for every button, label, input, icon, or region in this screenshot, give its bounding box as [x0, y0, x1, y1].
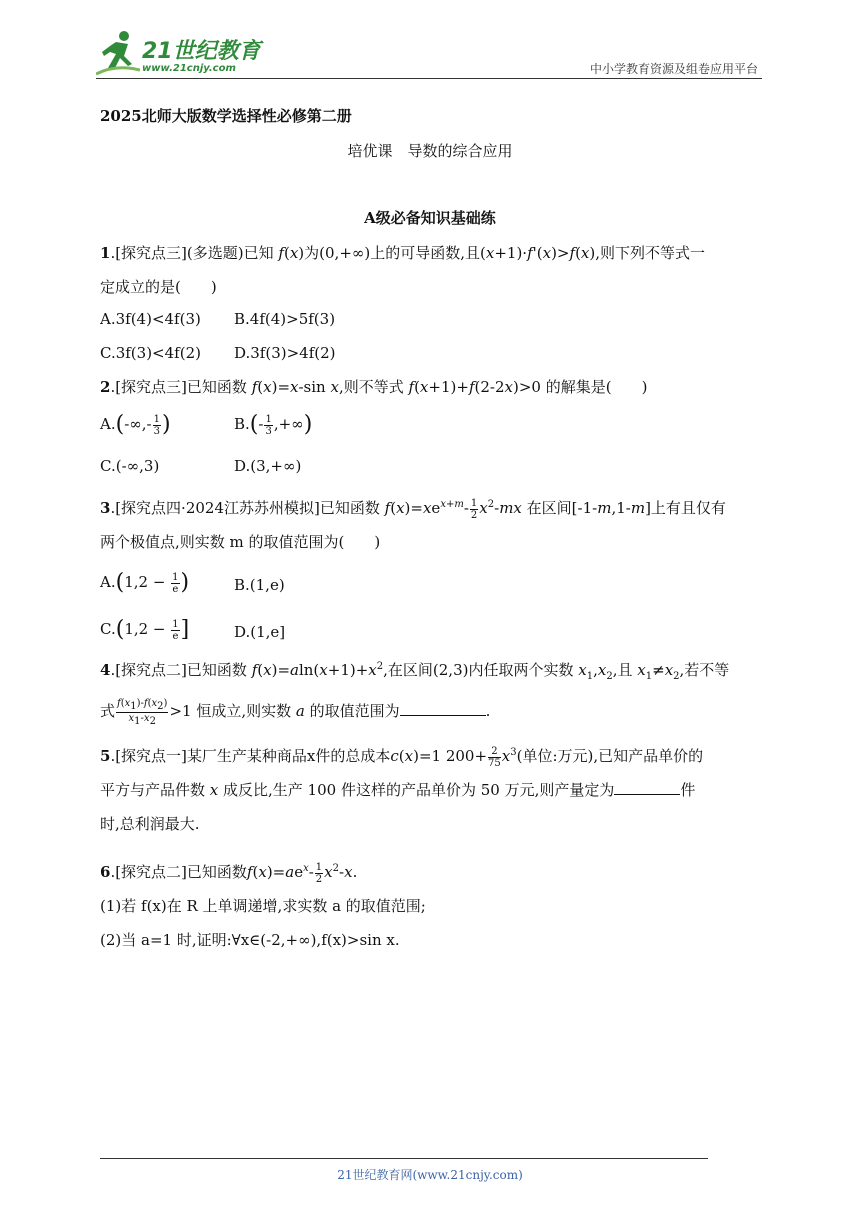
- document-title: 2025北师大版数学选择性必修第二册: [100, 107, 352, 125]
- section-title: A级必备知识基础练: [364, 209, 496, 227]
- question-tag: .[探究点一]某厂生产某种商品x件的总成本: [110, 747, 391, 765]
- option-d[interactable]: D.(3,+∞): [234, 457, 302, 475]
- header-divider: [96, 78, 762, 79]
- option-d[interactable]: D.3f(3)>4f(2): [234, 344, 336, 362]
- question-number: 1: [100, 244, 111, 262]
- option-c[interactable]: C.(1,2 − $\frac{1}{e}$ ]: [100, 617, 190, 642]
- lesson-title: 培优课 导数的综合应用: [347, 142, 513, 160]
- question-number: 6: [100, 863, 111, 881]
- option-c[interactable]: C.3f(3)<4f(2): [100, 344, 201, 362]
- option-d[interactable]: D.(1,e]: [234, 623, 286, 641]
- option-b[interactable]: B.4f(4)>5f(3): [234, 310, 336, 328]
- question-4: 4.[探究点二]已知函数 $f(x)=aln(x+1)+x^2$,在区间(2,3)内任取两个实数 $x_1,x_2$,且 $x_1\ne x_2$,若不等 式 $\frac{f(x_1)-f(x_2)}{x_1-x_2}$ >1 恒成立,则实数 a 的取值范围为 .: [100, 661, 730, 727]
- question-tag: .[探究点二]已知函数: [110, 661, 247, 679]
- platform-label: 中小学教育资源及组卷应用平台: [589, 62, 758, 76]
- option-a[interactable]: A.3f(4)<4f(3): [100, 310, 201, 328]
- question-text-line2: 定成立的是( ): [100, 278, 217, 296]
- answer-blank[interactable]: [400, 699, 486, 716]
- question-tag: .[探究点三]已知函数: [110, 378, 247, 396]
- option-b[interactable]: B.(1,e): [234, 576, 285, 594]
- question-1: 1.[探究点三](多选题)已知 f(x)为(0,+∞)上的可导函数,且(x+1)·f'(x)>f(x),则下列不等式一 定成立的是( ): [100, 236, 764, 304]
- answer-blank[interactable]: [614, 778, 680, 795]
- question-tag: .[探究点四·2024江苏苏州模拟]已知函数: [110, 499, 380, 517]
- subquestion-2: (2)当 a=1 时,证明:∀x∈(-2,+∞),f(x)>sin x.: [100, 931, 400, 949]
- question-number: 2: [100, 378, 111, 396]
- logo-url: www.21cnjy.com: [142, 63, 236, 74]
- logo: [96, 30, 266, 80]
- question-number: 5: [100, 747, 111, 765]
- question-tag: .[探究点二]已知函数: [110, 863, 247, 881]
- option-b[interactable]: B.(- $\frac{1}{3}$ ,+∞): [234, 412, 313, 437]
- runner-logo-icon: [96, 30, 140, 76]
- logo-text: 21世纪教育: [142, 39, 261, 64]
- subquestion-1: (1)若 f(x)在 R 上单调递增,求实数 a 的取值范围;: [100, 897, 426, 915]
- question-number: 3: [100, 499, 111, 517]
- question-tag: .[探究点三](多选题)已知: [110, 244, 274, 262]
- option-a[interactable]: A.(1,2 − $\frac{1}{e}$ ): [100, 570, 190, 595]
- page-header: [96, 30, 762, 80]
- question-5: 5.[探究点一]某厂生产某种商品x件的总成本c(x)=1 200+ $\frac{2}{75}$ $x^3$(单位:万元),已知产品单价的 平方与产品件数 x 成反比,生产 100 件这样的产品单价为 50 万元,则产量定为 件 时,总利润最大.: [100, 745, 704, 833]
- footer-divider: [100, 1158, 708, 1159]
- question-number: 4: [100, 661, 111, 679]
- footer-text[interactable]: 21世纪教育网(www.21cnjy.com): [337, 1168, 523, 1182]
- question-6: 6.[探究点二]已知函数$f(x)=ae^x-$ $\frac{1}{2}$ $x^2-x$. (1)若 f(x)在 R 上单调递增,求实数 a 的取值范围; (2)当 a=1 时,证明:∀x∈(-2,+∞),f(x)>sin x.: [100, 852, 764, 957]
- question-3: 3.[探究点四·2024江苏苏州模拟]已知函数 $f(x)=xe^{x+m}-$ $\frac{1}{2}$ $x^2-mx$ 在区间[-1-m,1-m]上有且仅有 两个极值点,则实数 m 的取值范围为( ): [100, 488, 764, 559]
- option-c[interactable]: C.(-∞,3): [100, 457, 160, 475]
- question-2: 2.[探究点三]已知函数 f(x)=x-sin x,则不等式 f(x+1)+f(2-2x)>0 的解集是( ): [100, 378, 648, 396]
- option-a[interactable]: A.(-∞,- $\frac{1}{3}$ ): [100, 412, 171, 437]
- question-text-line2: 两个极值点,则实数 m 的取值范围为( ): [100, 533, 381, 551]
